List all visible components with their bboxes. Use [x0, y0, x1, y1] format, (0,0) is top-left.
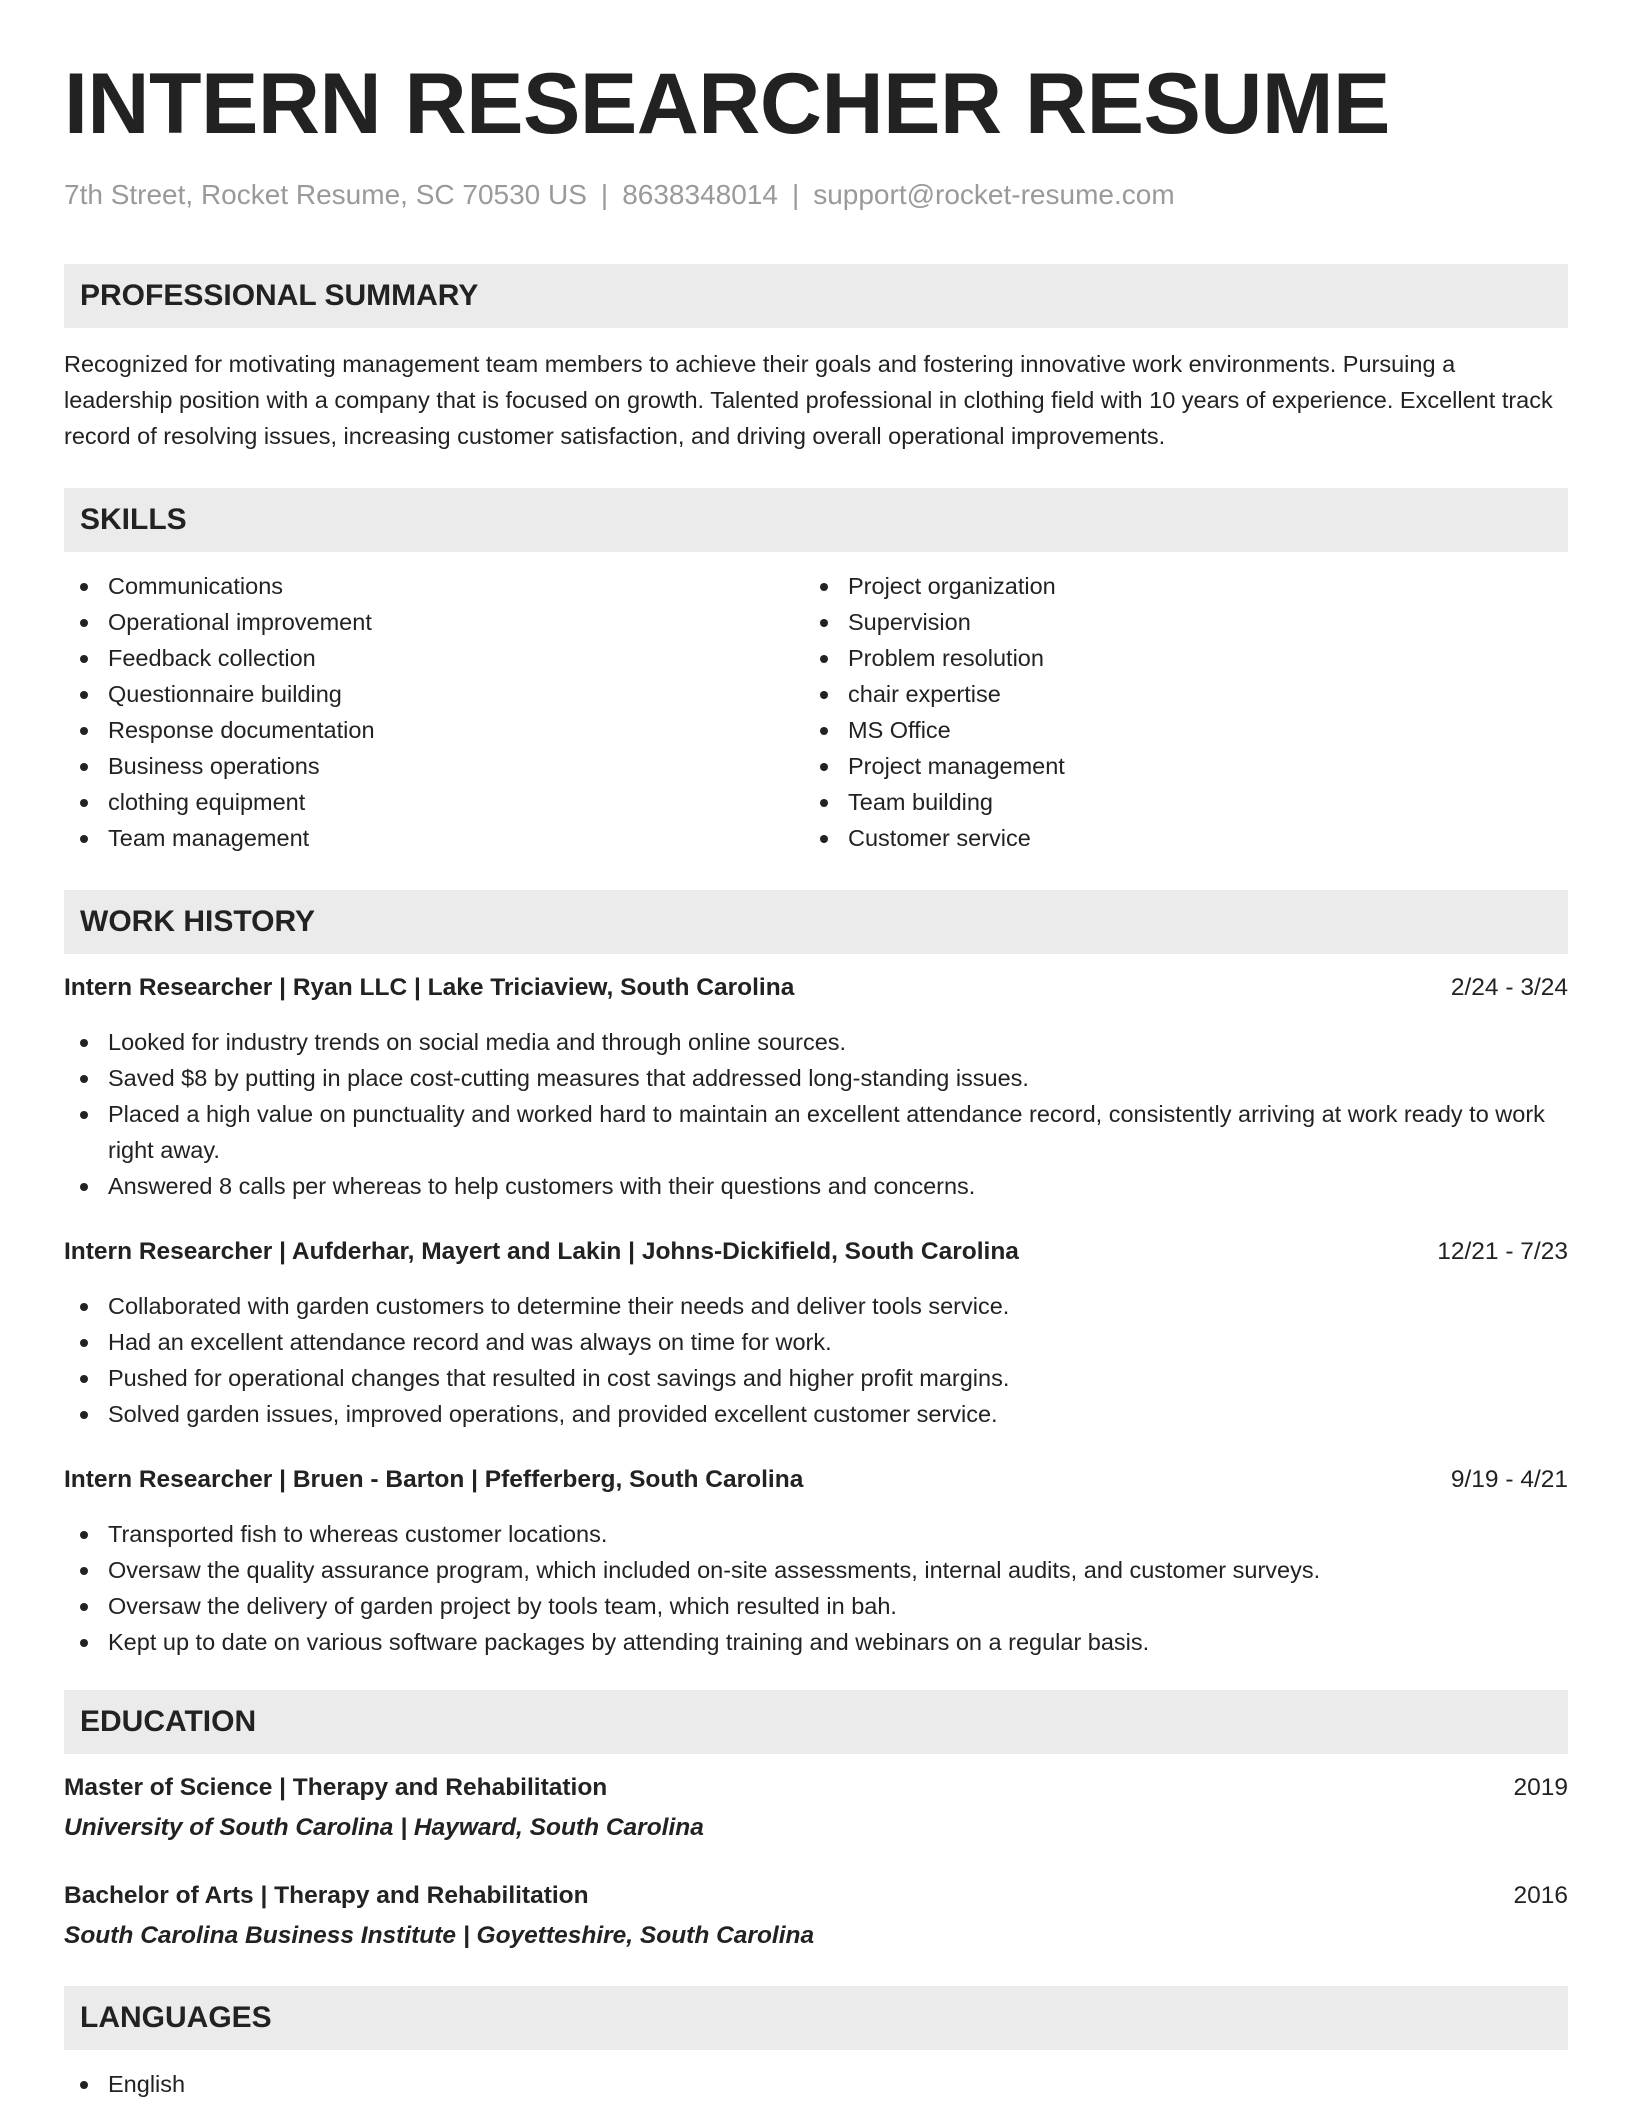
education-degree: Master of Science | Therapy and Rehabilitation [64, 1774, 608, 1801]
skill-item: Project management [804, 748, 1544, 784]
skill-item: MS Office [804, 712, 1544, 748]
education-school: University of South Carolina | Hayward, South Carolina [64, 1814, 704, 1841]
job-title: Intern Researcher | Aufderhar, Mayert and Lakin | Johns-Dickifield, South Carolina [64, 1238, 1019, 1265]
languages-list [64, 2066, 1568, 2102]
skill-item: Feedback collection [64, 640, 804, 676]
skill-item: clothing equipment [64, 784, 804, 820]
job-bullet: Solved garden issues, improved operations, and provided excellent customer service. [64, 1396, 1568, 1432]
skill-item: Business operations [64, 748, 804, 784]
job-entry [64, 1234, 1568, 1432]
skill-item: Customer service [804, 820, 1544, 856]
skill-item: chair expertise [804, 676, 1544, 712]
skill-item: Supervision [804, 604, 1544, 640]
contact-email: support@rocket-resume.com [813, 179, 1175, 210]
job-bullet: Oversaw the delivery of garden project by tools team, which resulted in bah. [64, 1588, 1568, 1624]
skill-item: Team building [804, 784, 1544, 820]
section-header-work-history: WORK HISTORY [64, 890, 1568, 954]
education-degree: Bachelor of Arts | Therapy and Rehabilitation [64, 1882, 589, 1909]
education-year: 2016 [1513, 1882, 1568, 1909]
education-school: South Carolina Business Institute | Goyetteshire, South Carolina [64, 1922, 815, 1949]
section-header-skills: SKILLS [64, 488, 1568, 552]
job-bullet: Looked for industry trends on social media and through online sources. [64, 1024, 1568, 1060]
job-bullet: Kept up to date on various software packages by attending training and webinars on a regular basis. [64, 1624, 1568, 1660]
skill-item: Project organization [804, 568, 1544, 604]
education-heading-row [64, 1770, 1568, 1806]
contact-address: 7th Street, Rocket Resume, SC 70530 US [64, 179, 587, 210]
section-header-education: EDUCATION [64, 1690, 1568, 1754]
language-item: English [64, 2066, 1568, 2102]
job-title: Intern Researcher | Ryan LLC | Lake Triciaview, South Carolina [64, 974, 795, 1001]
job-dates: 9/19 - 4/21 [1450, 1466, 1568, 1493]
contact-separator: | [600, 179, 609, 210]
job-bullet: Transported fish to whereas customer locations. [64, 1516, 1568, 1552]
education-year: 2019 [1513, 1774, 1568, 1801]
skill-item: Team management [64, 820, 804, 856]
job-bullet: Answered 8 calls per whereas to help customers with their questions and concerns. [64, 1168, 1568, 1204]
job-dates: 12/21 - 7/23 [1437, 1238, 1568, 1265]
job-entry [64, 970, 1568, 1204]
skill-item: Communications [64, 568, 804, 604]
job-heading-row [64, 1234, 1568, 1270]
skill-item: Questionnaire building [64, 676, 804, 712]
job-bullet: Had an excellent attendance record and was always on time for work. [64, 1324, 1568, 1360]
education-entry [64, 1770, 1568, 1846]
job-bullets [64, 1516, 1568, 1660]
skills-grid [64, 568, 1568, 856]
job-bullet: Collaborated with garden customers to determine their needs and deliver tools service. [64, 1288, 1568, 1324]
summary-text: Recognized for motivating management team members to achieve their goals and fostering innovative work environments. Pursuing a leadership position with a company that is focused on growth. Talented professional in clothing field with 10 years of experience. Excellent track record of resolving issues, increasing customer satisfaction, and driving overall operational improvements. [64, 351, 1553, 449]
education-heading-row [64, 1878, 1568, 1914]
section-header-languages: LANGUAGES [64, 1986, 1568, 2050]
education-entry [64, 1878, 1568, 1954]
skills-column-left [64, 568, 804, 856]
contact-line [64, 178, 1568, 212]
job-bullet: Oversaw the quality assurance program, which included on-site assessments, internal audits, and customer surveys. [64, 1552, 1568, 1588]
skill-item: Problem resolution [804, 640, 1544, 676]
job-bullets [64, 1024, 1568, 1204]
job-heading-row [64, 1462, 1568, 1498]
job-heading-row [64, 970, 1568, 1006]
job-dates: 2/24 - 3/24 [1450, 974, 1568, 1001]
skill-item: Operational improvement [64, 604, 804, 640]
contact-phone: 8638348014 [622, 179, 778, 210]
job-bullet: Saved $8 by putting in place cost-cutting measures that addressed long-standing issues. [64, 1060, 1568, 1096]
job-bullet: Pushed for operational changes that resulted in cost savings and higher profit margins. [64, 1360, 1568, 1396]
job-bullets [64, 1288, 1568, 1432]
contact-separator: | [791, 179, 800, 210]
job-bullet: Placed a high value on punctuality and worked hard to maintain an excellent attendance record, consistently arriving at work ready to work right away. [64, 1096, 1568, 1168]
section-header-summary: PROFESSIONAL SUMMARY [64, 264, 1568, 328]
skills-column-right [804, 568, 1544, 856]
skill-item: Response documentation [64, 712, 804, 748]
job-entry [64, 1462, 1568, 1660]
job-title: Intern Researcher | Bruen - Barton | Pfefferberg, South Carolina [64, 1466, 804, 1493]
resume-title: INTERN RESEARCHER RESUME [64, 56, 1390, 152]
